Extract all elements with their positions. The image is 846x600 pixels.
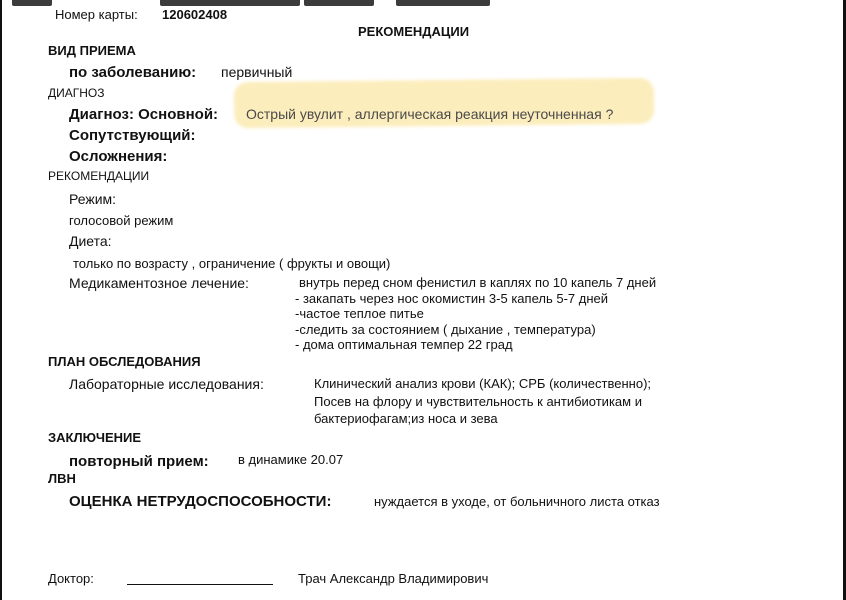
doctor-label: Доктор: xyxy=(48,571,94,586)
repeat-visit-label: повторный прием: xyxy=(69,453,209,470)
disability-assessment-label: ОЦЕНКА НЕТРУДОСПОСОБНОСТИ: xyxy=(69,493,332,510)
regime-label: Режим: xyxy=(69,191,117,207)
visit-type-label: по заболеванию: xyxy=(69,64,197,81)
main-diagnosis-label: Диагноз: Основной: xyxy=(69,106,219,123)
lab-tests-line: бактериофагам;из носа и зева xyxy=(314,411,498,426)
page-title: РЕКОМЕНДАЦИИ xyxy=(358,24,470,39)
cropped-text-fragment xyxy=(12,0,52,6)
concomitant-diagnosis-label: Сопутствующий: xyxy=(69,127,196,144)
disability-assessment-value: нуждается в уходе, от больничного листа отказ xyxy=(374,494,660,509)
visit-section-heading: ВИД ПРИЕМА xyxy=(48,43,136,58)
lab-tests-line: Клинический анализ крови (КАК); СРБ (количественно); xyxy=(314,376,652,391)
complications-label: Осложнения: xyxy=(69,148,168,165)
diet-value: только по возрасту , ограничение ( фрукты и овощи) xyxy=(73,256,391,271)
lab-tests-label: Лабораторные исследования: xyxy=(69,376,264,392)
medication-line: -следить за состоянием ( дыхание , температура) xyxy=(295,322,596,337)
lab-tests-line: Посев на флору и чувствительность к антибиотикам и xyxy=(314,394,642,409)
medication-line: - дома оптимальная темпер 22 град xyxy=(295,337,513,352)
visit-type-value: первичный xyxy=(221,64,293,80)
signature-line xyxy=(127,584,273,585)
lvn-section-heading: ЛВН xyxy=(48,471,76,486)
cropped-text-fragment xyxy=(304,0,374,6)
doctor-name: Трач Александр Владимирович xyxy=(298,571,489,586)
recommendations-section-heading: РЕКОМЕНДАЦИИ xyxy=(48,169,150,183)
page-edge-left xyxy=(0,0,2,600)
medication-line: внутрь перед сном фенистил в каплях по 10 капель 7 дней xyxy=(299,275,657,290)
plan-section-heading: ПЛАН ОБСЛЕДОВАНИЯ xyxy=(48,354,201,369)
medication-line: -частое теплое питье xyxy=(295,306,424,321)
medication-label: Медикаментозное лечение: xyxy=(69,275,249,291)
conclusion-section-heading: ЗАКЛЮЧЕНИЕ xyxy=(48,430,142,445)
diet-label: Диета: xyxy=(69,233,112,249)
repeat-visit-value: в динамике 20.07 xyxy=(238,452,344,467)
cropped-text-fragment xyxy=(160,0,300,6)
card-number-value: 120602408 xyxy=(162,7,228,22)
regime-value: голосовой режим xyxy=(69,213,174,228)
card-number-label: Номер карты: xyxy=(55,7,138,22)
cropped-text-fragment xyxy=(396,0,490,6)
diagnosis-section-heading: ДИАГНОЗ xyxy=(48,86,105,100)
main-diagnosis-value: Острый увулит , аллергическая реакция неуточненная ? xyxy=(246,106,614,122)
medication-line: - закапать через нос окомистин 3-5 капель 5-7 дней xyxy=(295,291,608,306)
